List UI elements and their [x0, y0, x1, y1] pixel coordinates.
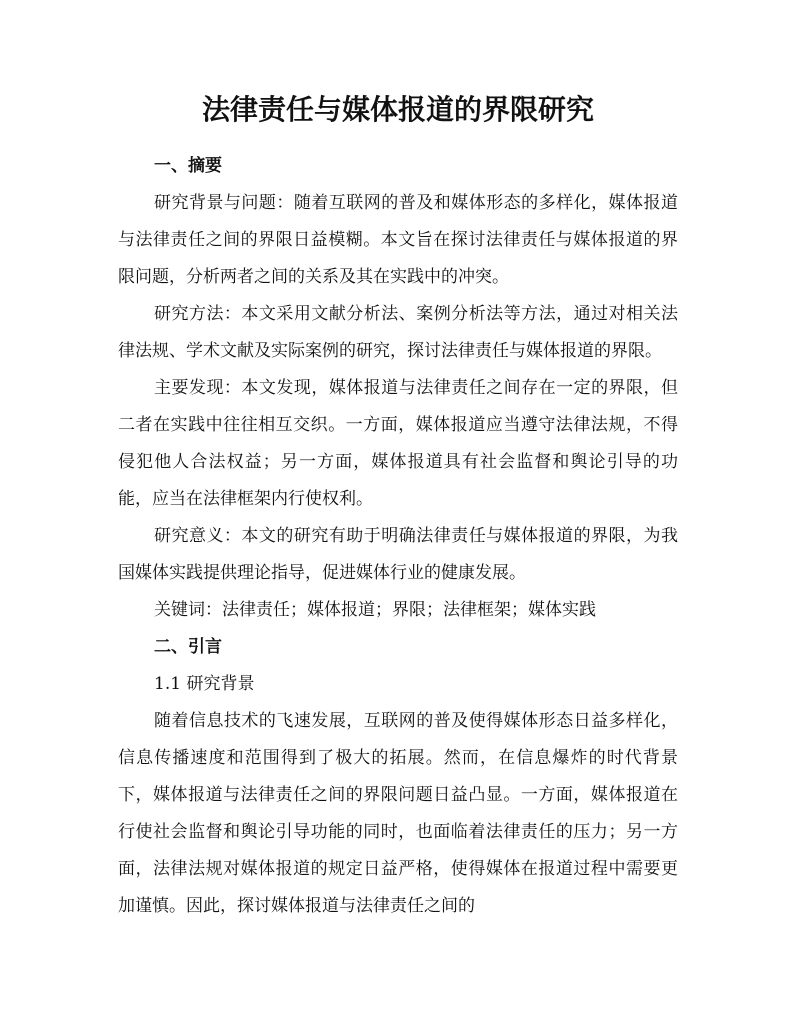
document-title: 法律责任与媒体报道的界限研究 [201, 93, 594, 126]
section-heading-introduction: 二、引言 [154, 637, 222, 657]
section-heading-abstract: 一、摘要 [154, 156, 222, 176]
abstract-paragraph-method: 研究方法：本文采用文献分析法、案例分析法等方法，通过对相关法律法规、学术文献及实际案例的研究，探讨法律责任与媒体报道的界限。 [118, 304, 678, 361]
abstract-paragraph-significance: 研究意义：本文的研究有助于明确法律责任与媒体报道的界限，为我国媒体实践提供理论指导，促进媒体行业的健康发展。 [118, 526, 678, 583]
introduction-paragraph: 随着信息技术的飞速发展，互联网的普及使得媒体形态日益多样化，信息传播速度和范围得到了极大的拓展。然而，在信息爆炸的时代背景下，媒体报道与法律责任之间的界限问题日益凸显。一方面，媒体报道在行使社会监督和舆论引导功能的同时，也面临着法律责任的压力；另一方面，法律法规对媒体报道的规定日益严格，使得媒体在报道过程中需要更加谨慎。因此，探讨媒体报道与法律责任之间的 [118, 711, 678, 916]
abstract-paragraph-background: 研究背景与问题：随着互联网的普及和媒体形态的多样化，媒体报道与法律责任之间的界限日益模糊。本文旨在探讨法律责任与媒体报道的界限问题，分析两者之间的关系及其在实践中的冲突。 [118, 193, 678, 287]
keywords-line: 关键词：法律责任；媒体报道；界限；法律框架；媒体实践 [154, 600, 596, 620]
document-body [118, 90, 678, 925]
subsection-heading-background: 1.1 研究背景 [154, 674, 255, 694]
abstract-paragraph-findings: 主要发现：本文发现，媒体报道与法律责任之间存在一定的界限，但二者在实践中往往相互交织。一方面，媒体报道应当遵守法律法规，不得侵犯他人合法权益；另一方面，媒体报道具有社会监督和舆论引导的功能，应当在法律框架内行使权利。 [118, 378, 678, 509]
